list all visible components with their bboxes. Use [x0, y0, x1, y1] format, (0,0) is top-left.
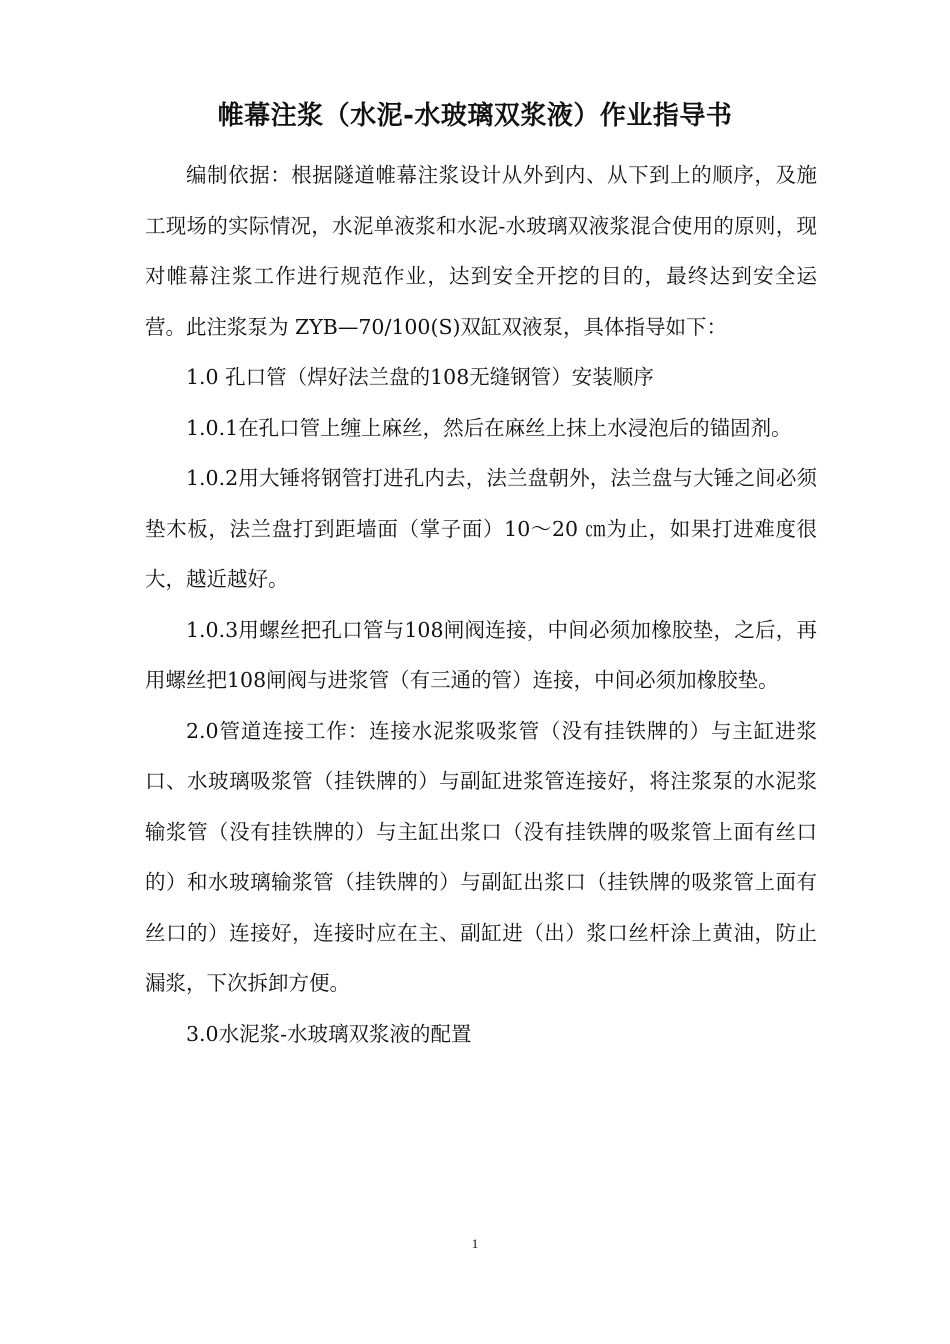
paragraph-basis: 编制依据：根据隧道帷幕注浆设计从外到内、从下到上的顺序，及施工现场的实际情况，水泥单液浆和水泥-水玻璃双液浆混合使用的原则，现对帷幕注浆工作进行规范作业，达到安全开挖的目的，最终达到安全运营。此注浆泵为 ZYB—70/100(S)双缸双液泵，具体指导如下： — [145, 163, 817, 339]
document-title: 帷幕注浆（水泥-水玻璃双浆液）作业指导书 — [217, 101, 733, 131]
document-body — [145, 150, 817, 1059]
paragraph-section-3-0: 3.0水泥浆-水玻璃双浆液的配置 — [186, 1021, 472, 1046]
paragraph-section-1-0-2: 1.0.2用大锤将钢管打进孔内去，法兰盘朝外，法兰盘与大锤之间必须垫木板，法兰盘打到距墙面（掌子面）10～20 ㎝为止，如果打进难度很大，越近越好。 — [145, 466, 817, 591]
paragraph-section-2-0: 2.0管道连接工作：连接水泥浆吸浆管（没有挂铁牌的）与主缸进浆口、水玻璃吸浆管（挂铁牌的）与副缸进浆管连接好，将注浆泵的水泥浆输浆管（没有挂铁牌的）与主缸出浆口（没有挂铁牌的吸浆管上面有丝口的）和水玻璃输浆管（挂铁牌的）与副缸出浆口（挂铁牌的吸浆管上面有丝口的）连接好，连接时应在主、副缸进（出）浆口丝杆涂上黄油，防止漏浆，下次拆卸方便。 — [145, 718, 817, 995]
paragraph-section-1-0-3: 1.0.3用螺丝把孔口管与108闸阀连接，中间必须加橡胶垫，之后，再用螺丝把108闸阀与进浆管（有三通的管）连接，中间必须加橡胶垫。 — [145, 617, 817, 692]
paragraph-section-1-0-1: 1.0.1在孔口管上缠上麻丝，然后在麻丝上抹上水浸泡后的锚固剂。 — [186, 415, 792, 440]
paragraph-section-1-0: 1.0 孔口管（焊好法兰盘的108无缝钢管）安装顺序 — [186, 365, 654, 389]
page-number: 1 — [471, 1236, 479, 1251]
